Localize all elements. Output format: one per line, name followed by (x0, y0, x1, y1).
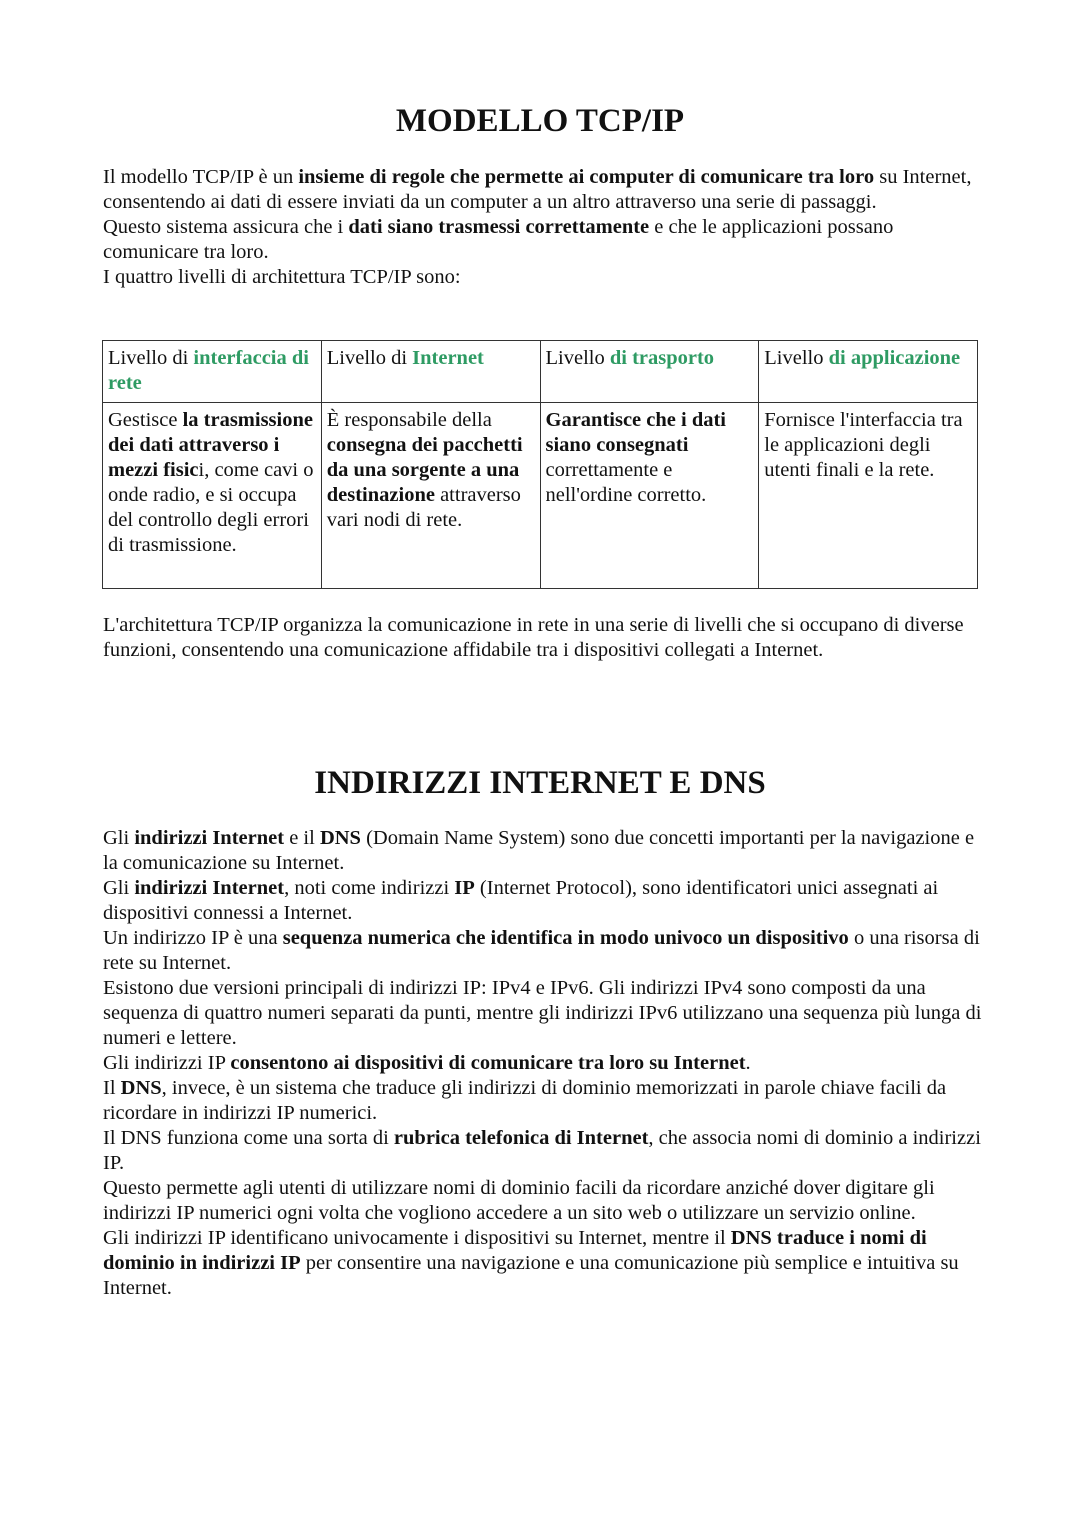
dns-paragraph-5: Gli indirizzi IP consentono ai dispositivi di comunicare tra loro su Internet. (103, 1052, 751, 1074)
dns-paragraph-3: Un indirizzo IP è una sequenza numerica che identifica in modo univoco un dispositivo o una risorsa di rete su Internet. (103, 927, 980, 974)
header-trasporto: Livello di trasporto (540, 341, 759, 403)
cell-internet: È responsabile della consegna dei pacchetti da una sorgente a una destinazione attraverso vari nodi di rete. (321, 403, 540, 589)
dns-body (103, 826, 983, 1301)
dns-paragraph-6: Il DNS, invece, è un sistema che traduce gli indirizzi di dominio memorizzati in parole chiave facili da ricordare in indirizzi IP numerici. (103, 1077, 947, 1124)
header-applicazione: Livello di applicazione (759, 341, 978, 403)
table-body-row (103, 403, 978, 589)
intro-paragraph-2: Questo sistema assicura che i dati siano trasmessi correttamente e che le applicazioni possano comunicare tra loro. (103, 216, 894, 263)
section-title-dns: INDIRIZZI INTERNET E DNS (314, 765, 766, 801)
tcpip-levels-table (102, 340, 978, 589)
dns-paragraph-9: Gli indirizzi IP identificano univocamente i dispositivi su Internet, mentre il DNS traduce i nomi di dominio in indirizzi IP per consentire una navigazione e una comunicazione più semplice e intuitiva su Internet. (103, 1227, 959, 1299)
tcpip-intro (103, 165, 983, 290)
header-internet: Livello di Internet (321, 341, 540, 403)
dns-paragraph-1: Gli indirizzi Internet e il DNS (Domain Name System) sono due concetti importanti per la navigazione e la comunicazione su Internet. (103, 827, 975, 874)
header-interfaccia-di-rete: Livello di interfaccia di rete (103, 341, 322, 403)
dns-paragraph-2: Gli indirizzi Internet, noti come indirizzi IP (Internet Protocol), sono identificatori unici assegnati ai dispositivi connessi a Internet. (103, 877, 939, 924)
dns-paragraph-4: Esistono due versioni principali di indirizzi IP: IPv4 e IPv6. Gli indirizzi IPv4 sono composti da una sequenza di quattro numeri separati da punti, mentre gli indirizzi IPv6 utilizzano una sequenza più lunga di numeri e lettere. (103, 977, 982, 1049)
table-header-row (103, 341, 978, 403)
dns-paragraph-7: Il DNS funziona come una sorta di rubrica telefonica di Internet, che associa nomi di dominio a indirizzi IP. (103, 1127, 981, 1174)
cell-applicazione: Fornisce l'interfaccia tra le applicazioni degli utenti finali e la rete. (759, 403, 978, 589)
section-title-tcpip: MODELLO TCP/IP (395, 103, 685, 139)
tcpip-outro (103, 613, 983, 663)
intro-paragraph-1: Il modello TCP/IP è un insieme di regole che permette ai computer di comunicare tra loro su Internet, consentendo ai dati di essere inviati da un computer a un altro attraverso una serie di passaggi. (103, 166, 972, 213)
cell-trasporto: Garantisce che i dati siano consegnati correttamente e nell'ordine corretto. (540, 403, 759, 589)
intro-paragraph-3: I quattro livelli di architettura TCP/IP sono: (103, 266, 461, 288)
dns-paragraph-8: Questo permette agli utenti di utilizzare nomi di dominio facili da ricordare anziché dover digitare gli indirizzi IP numerici ogni volta che vogliono accedere a un sito web o utilizzare un servizio online. (103, 1177, 935, 1224)
outro-paragraph: L'architettura TCP/IP organizza la comunicazione in rete in una serie di livelli che si occupano di diverse funzioni, consentendo una comunicazione affidabile tra i dispositivi collegati a Internet. (103, 614, 964, 661)
cell-interfaccia-di-rete: Gestisce la trasmissione dei dati attraverso i mezzi fisici, come cavi o onde radio, e si occupa del controllo degli errori di trasmissione. (103, 403, 322, 589)
